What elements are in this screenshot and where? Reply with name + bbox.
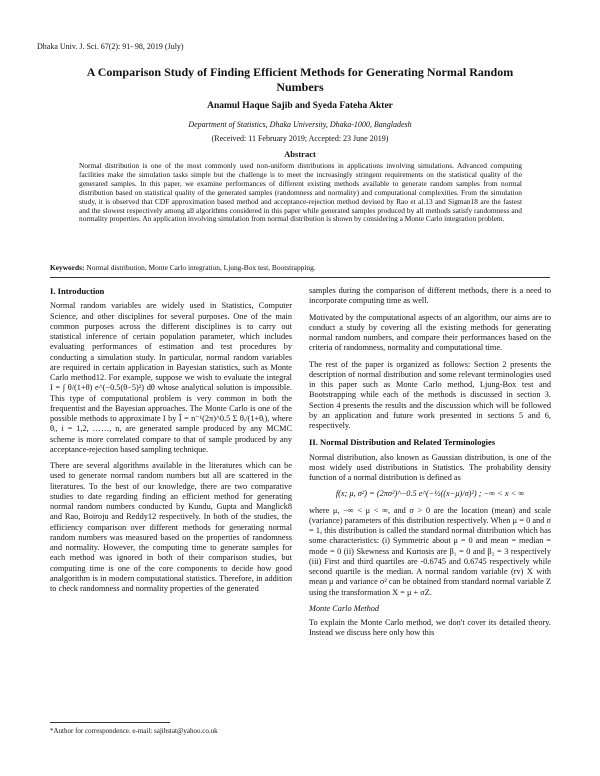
intro-paragraph-1: Normal random variables are widely used in Statistics, Computer Science, and other disciplines for several purposes. One of the main common purposes across the different disciplines is to carry out statistical inference of certain population parameter, which includes evaluating performances of estimation and test procedures by conducting a simulation study. In particular, normal random variables are required in certain application in Bayesian statistics, such as Monte Carlo method12. For example, suppose we wish to evaluate the integral I = ∫ θ/(1+θ) e^(−0.5(θ−5)²) dθ whose analytical solution is impossible. This type of computational problem is very common in both the frequentist and the Bayesian approaches. The Monte Carlo is one of the possible methods to approximate I by Î = n⁻¹(2π)^0.5 Σ θᵢ/(1+θᵢ), where θᵢ, i = 1,2, ……, n, are generated sample produced by any MCMC scheme is more correlated compare to that of sample produced by any acceptance-rejection based sampling technique. — [50, 301, 292, 454]
keywords-line — [50, 263, 550, 272]
section-2-paragraph-1: Normal distribution, also known as Gaussian distribution, is one of the most widely used distributions in Statistics. The probability density function of a normal distribution is defined as — [309, 452, 551, 482]
abstract-heading: Abstract — [284, 149, 316, 159]
section-2-paragraph-2: where μ, −∞ < μ < ∞, and σ > 0 are the location (mean) and scale (variance) parameters of this distribution respectively. When μ = 0 and σ = 1, this distribution is called the standard normal distribution which has some characteristics: (i) Symmetric about μ = 0 and mean = median = mode = 0 (ii) Skewness and Kurtosis are β₁ = 0 and β₂ = 3 respectively (iii) First and third quartiles are -0.6745 and 0.6745 respectively while second quartile is the median. A normal random variable (rv) X with mean μ and variance σ² can be obtained from standard normal variable Z using the transformation X = μ + σZ. — [309, 505, 551, 597]
keywords-text: Normal distribution, Monte Carlo integration, Ljung-Box test, Bootstrapping. — [86, 263, 316, 272]
abstract-text: Normal distribution is one of the most commonly used non-uniform distributions in applications involving simulations. Advanced computing facilities make the simulation tasks simple but the challenge is to meet the increasingly stringent requirements on the statistical quality of the generated samples. In this paper, we examine performances of different existing methods available to generate random samples from normal distribution based on statistical quality of the generated samples (randomness and normality) and computational complexities. From the simulation study, it is observed that CDF approximation based method and acceptance-rejection method devised by Rao et al.13 and Sigman18 are the fastest and the slowest respectively among all algorithms considered in this paper while generated samples produced by all methods satisfy randomness and normality properties. An application involving simulation from normal distribution is shown by considering a Monte Carlo integration problem. — [79, 161, 522, 224]
monte-carlo-heading: Monte Carlo Method — [309, 603, 380, 613]
intro-heading: I. Introduction — [50, 286, 105, 296]
received-accepted-dates: (Received: 11 February 2019; Accepted: 23 June 2019) — [211, 134, 389, 143]
right-paragraph-2: Motivated by the computational aspects of an algorithm, our aims are to conduct a study by covering all the existing methods for generating normal random numbers, and compare their performances based on the criteria of randomness, normality and computational time. — [309, 312, 551, 353]
footnote-divider — [50, 722, 170, 723]
left-column — [50, 286, 292, 600]
header-divider — [50, 277, 550, 278]
right-paragraph-3: The rest of the paper is organized as follows: Section 2 presents the description of normal distribution and some relevant terminologies used in this paper such as Monte Carlo method, Ljung-Box test and Bootstrapping while each of the methods is discussed in section 3. Section 4 presents the results and the discussion which will be followed by an application and future work presented in sections 5 and 6, respectively. — [309, 359, 551, 430]
paper-title: A Comparison Study of Finding Efficient Methods for Generating Normal Random Numbers — [86, 65, 514, 94]
journal-reference: Dhaka Univ. J. Sci. 67(2): 91- 98, 2019 (July) — [37, 42, 184, 51]
authors: Anamul Haque Sajib and Syeda Fateha Akter — [207, 101, 393, 111]
right-paragraph-1: samples during the comparison of different methods, there is a need to incorporate computing time as well. — [309, 286, 551, 306]
affiliation: Department of Statistics, Dhaka University, Dhaka-1000, Bangladesh — [188, 120, 412, 129]
right-column — [309, 286, 551, 645]
keywords-label: Keywords: — [50, 263, 85, 272]
intro-paragraph-2: There are several algorithms available in the literatures which can be used to generate normal random numbers but all are scattered in the literatures. To the best of our knowledge, there are two comparative studies to date regarding finding an efficient method for generating normal random numbers conducted by Kundu, Gupta and Manglick8 and Rao, Boiroju and Reddy12 respectively. In both of the studies, the efficiency comparison over different methods for generating normal random numbers was measured based on the properties of randomness and normality. However, the computing time to generate samples for each method was ignored in both of their comparison studies, but computing time is one of the core components to decide how good analgorithm is in modern computational statistics. Therefore, in addition to check randomness and normality properties of the generated — [50, 461, 292, 593]
footnote: *Author for correspondence. e-mail: sajibstat@yahoo.co.uk — [50, 727, 218, 735]
section-2-heading: II. Normal Distribution and Related Terminologies — [309, 437, 496, 448]
monte-carlo-paragraph: To explain the Monte Carlo method, we don't cover its detailed theory. Instead we discuss here only how this — [309, 618, 551, 638]
normal-pdf-equation: f(x; μ, σ²) = (2πσ²)^−0.5 e^(−½((x−μ)/σ)²) ; −∞ < x < ∞ — [335, 489, 525, 499]
